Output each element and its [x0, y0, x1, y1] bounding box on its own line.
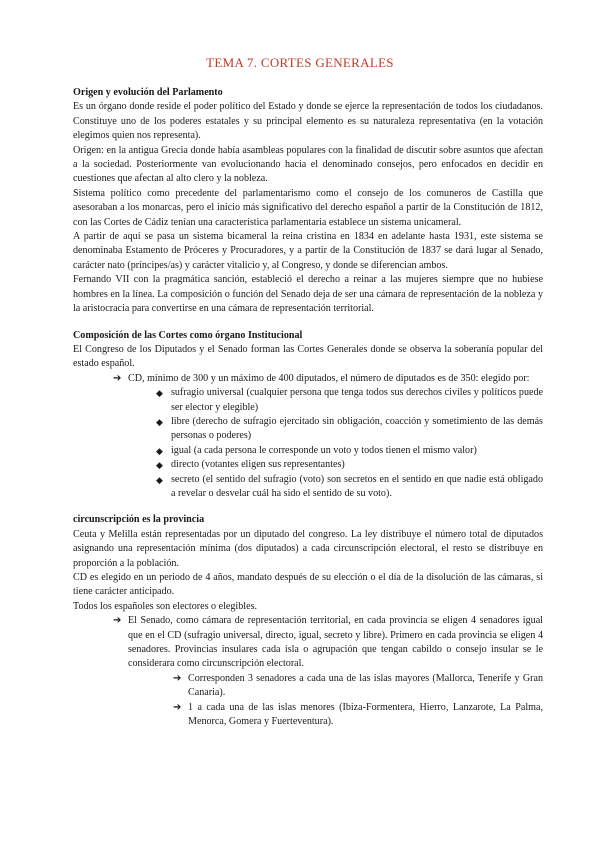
- bullet-list-item: [73, 473, 543, 502]
- arrow-list-text: 1 a cada una de las islas menores (Ibiza-Formentera, Hierro, Lanzarote, La Palma, Menorca, Gomera y Fuerteventura).: [188, 701, 543, 728]
- paragraph: A partir de aquí se pasa un sistema bicameral la reina cristina en 1834 en adelante hasta 1931, este sistema se denominaba Estamento de Próceres y Procuradores, y a partir de la Constitución de 1837 se dará lugar al Senado, carácter nato (príncipes/as) y carácter vitalicio y, al Congreso, y donde se diferencian ambos.: [73, 231, 543, 271]
- bullet-list-item: [73, 386, 543, 415]
- paragraph: Origen: en la antigua Grecia donde había asambleas populares con la finalidad de discutir sobre asuntos que afectan a la sociedad. Posteriormente van evolucionando hacia el denominado consejos, pero enfocados en decidir en cuestiones que afectan al alto clero y la nobleza.: [73, 144, 543, 185]
- bullet-list-item: [73, 444, 543, 458]
- diamond-bullet-icon: ◆: [156, 416, 163, 427]
- section-heading-circunscripcion: circunscripción es la provincia: [73, 514, 205, 526]
- section-heading-composicion: Composición de las Cortes como órgano Institucional: [73, 329, 303, 341]
- bullet-list-item: [73, 415, 543, 444]
- paragraph: Ceuta y Melilla están representadas por un diputado del congreso. La ley distribuye el número total de diputados asignando una representación mínima (dos diputados) a cada circunscripción electoral, el resto se distribuye en proporción a la población.: [73, 528, 543, 569]
- paragraph: El Congreso de los Diputados y el Senado forman las Cortes Generales donde se observa la soberanía popular del estado español.: [73, 343, 543, 370]
- right-arrow-icon: ➔: [173, 701, 182, 713]
- paragraph: Sistema político como precedente del parlamentarismo como el consejo de los comuneros de Castilla que asesoraban a los monarcas, pero el inicio más significativo del derecho español a partir de la Constitución de 1812, con las Cortes de Cádiz tenían una característica parlamentaria establece un sistema unicameral.: [73, 187, 543, 228]
- diamond-bullet-icon: ◆: [156, 388, 163, 399]
- bullet-text: igual (a cada persona le corresponde un voto y todos tienen el mismo valor): [171, 444, 477, 456]
- page-title: TEMA 7. CORTES GENERALES: [206, 55, 394, 70]
- right-arrow-icon: ➔: [113, 372, 122, 384]
- diamond-bullet-icon: ◆: [156, 460, 163, 471]
- arrow-list-item: [73, 372, 543, 386]
- bullet-text: secreto (el sentido del sufragio (voto) son secretos en el sentido en que nadie está obligado a revelar o desvelar cuál ha sido el sentido de su voto).: [171, 473, 543, 499]
- paragraph: Todos los españoles son electores o elegibles.: [73, 600, 258, 612]
- bullet-text: directo (votantes eligen sus representantes): [171, 459, 345, 471]
- bullet-text: sufragio universal (cualquier persona que tenga todos sus derechos civiles y políticos puede ser elector y elegible): [171, 387, 543, 413]
- bullet-text: libre (derecho de sufragio ejercitado sin obligación, coacción y sometimiento de las demás personas o poderes): [171, 415, 543, 442]
- arrow-list-text: CD, mínimo de 300 y un máximo de 400 diputados, el número de diputados es de 350: elegido por:: [128, 372, 530, 384]
- right-arrow-icon: ➔: [113, 615, 122, 627]
- sub-arrow-list-item: [73, 701, 543, 730]
- sub-arrow-list-item: [73, 672, 543, 701]
- bullet-list-item: [73, 458, 543, 472]
- arrow-list-item: [73, 614, 543, 672]
- paragraph: CD es elegido en un periodo de 4 años, mandato después de su elección o el día de la disolución de las cámaras, si tiene carácter anticipado.: [73, 572, 543, 598]
- diamond-bullet-icon: ◆: [156, 445, 163, 456]
- arrow-list-text: Corresponden 3 senadores a cada una de las islas mayores (Mallorca, Tenerife y Gran Canaria).: [188, 672, 543, 699]
- diamond-bullet-icon: ◆: [156, 474, 163, 485]
- paragraph: Es un órgano donde reside el poder político del Estado y donde se ejerce la representación de todos los ciudadanos. Constituye uno de los poderes estatales y su principal elemento es su naturaleza representativa (en la votación elegimos quien nos representa).: [73, 101, 543, 142]
- document-body: [73, 86, 543, 729]
- section-heading-origen: Origen y evolución del Parlamento: [73, 87, 223, 98]
- right-arrow-icon: ➔: [173, 672, 182, 684]
- paragraph: Fernando VII con la pragmática sanción, estableció el derecho a reinar a las mujeres siempre que no hubiese hombres en la línea. La composición o función del Senado deja de ser una cámara de representación de la nobleza y la aristocracia para convertirse en una cámara de representación territorial.: [73, 274, 543, 315]
- arrow-list-text: El Senado, como cámara de representación territorial, en cada provincia se eligen 4 senadores igual que en el CD (sufragio universal, directo, igual, secreto y libre). Primero en cada provincia se eligen 4 senadores. Provincias insulares cada isla o agrupación que tengan cabildo o consejo insular se le considerara como circunscripción electoral.: [128, 615, 543, 670]
